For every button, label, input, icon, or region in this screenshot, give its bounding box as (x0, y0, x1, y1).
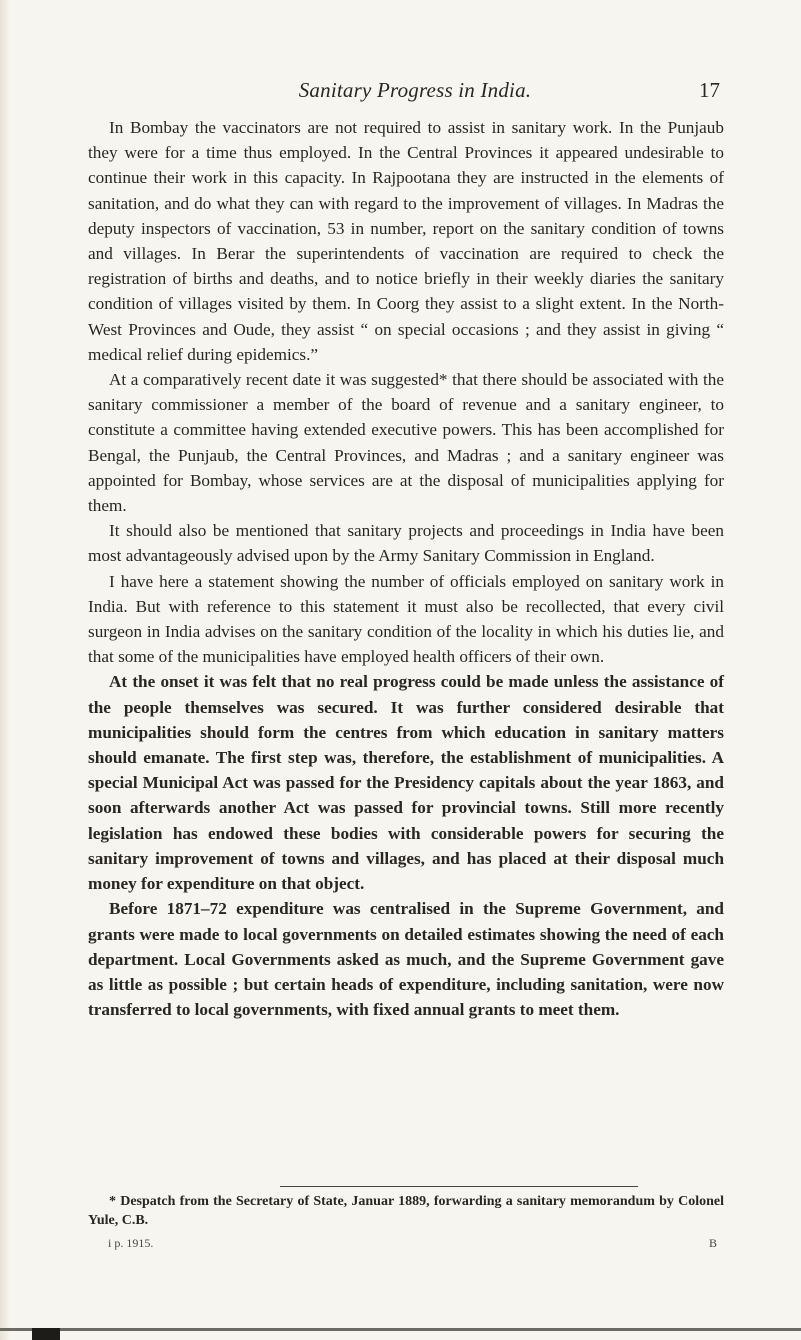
printer-signature-left: i p. 1915. (108, 1236, 154, 1250)
scan-bottom-edge (0, 1328, 801, 1331)
paragraph-3: It should also be mentioned that sanitary projects and proceedings in India have been most advantageously advised upon by the Army Sanitary Commission in England. (88, 521, 724, 566)
running-head (110, 78, 720, 108)
footnote-text: * Despatch from the Secretary of State, Januar 1889, forwarding a sanitary memorandum by Colonel Yule, C.B. (88, 1194, 724, 1228)
paragraph-4: I have here a statement showing the number of officials employed on sanitary work in India. But with reference to this statement it must also be recollected, that every civil surgeon in India advises on the sanitary condition of the locality in which his duties lie, and that some of the municipalities have employed health officers of their own. (88, 571, 724, 667)
running-title: Sanitary Progress in India. (298, 78, 532, 102)
paragraph-6: Before 1871–72 expenditure was centralised in the Supreme Government, and grants were made to local governments on detailed estimates showing the need of each department. Local Governments asked as much, and the Supreme Government gave as little as possible ; but certain heads of expenditure, including sanitation, were now transferred to local governments, with fixed annual grants to meet them. (88, 899, 724, 1020)
page-number: 17 (699, 78, 720, 102)
footnote-rule (280, 1186, 638, 1187)
page-edge-shadow (0, 0, 10, 1340)
scan-edge-mark (32, 1328, 60, 1340)
footnote (88, 1192, 724, 1230)
paragraph-2: At a comparatively recent date it was suggested* that there should be associated with the sanitary commissioner a member of the board of revenue and a sanitary engineer, to constitute a committee having extended executive powers. This has been accomplished for Bengal, the Punjaub, the Central Provinces, and Madras ; and a sanitary engineer was appointed for Bombay, whose services are at the disposal of municipalities applying for them. (88, 370, 724, 516)
paragraph-5: At the onset it was felt that no real progress could be made unless the assistance of the people themselves was secured. It was further considered desirable that municipalities should form the centres from which education in sanitary matters should emanate. The first step was, therefore, the establishment of municipalities. A special Municipal Act was passed for the Presidency capitals about the year 1863, and soon afterwards another Act was passed for provincial towns. Still more recently legislation has endowed these bodies with considerable powers for securing the sanitary improvement of towns and villages, and has placed at their disposal much money for expenditure on that object. (88, 672, 724, 894)
printer-signature-right: B (709, 1236, 718, 1250)
body-text (88, 115, 724, 1022)
paragraph-1: In Bombay the vaccinators are not required to assist in sanitary work. In the Punjaub they were for a time thus employed. In the Central Provinces it appeared undesirable to continue their work in this capacity. In Rajpootana they are instructed in the elements of sanitation, and do what they can with regard to the improvement of villages. In Madras the deputy inspectors of vaccination, 53 in number, report on the sanitary condition of towns and villages. In Berar the superintendents of vaccination are required to check the registration of births and deaths, and to notice briefly in their weekly diaries the sanitary condition of villages visited by them. In Coorg they assist to a slight extent. In the North-West Provinces and Oude, they assist “ on special occasions ; and they assist in giving “ medical relief during epidemics.” (88, 118, 724, 364)
